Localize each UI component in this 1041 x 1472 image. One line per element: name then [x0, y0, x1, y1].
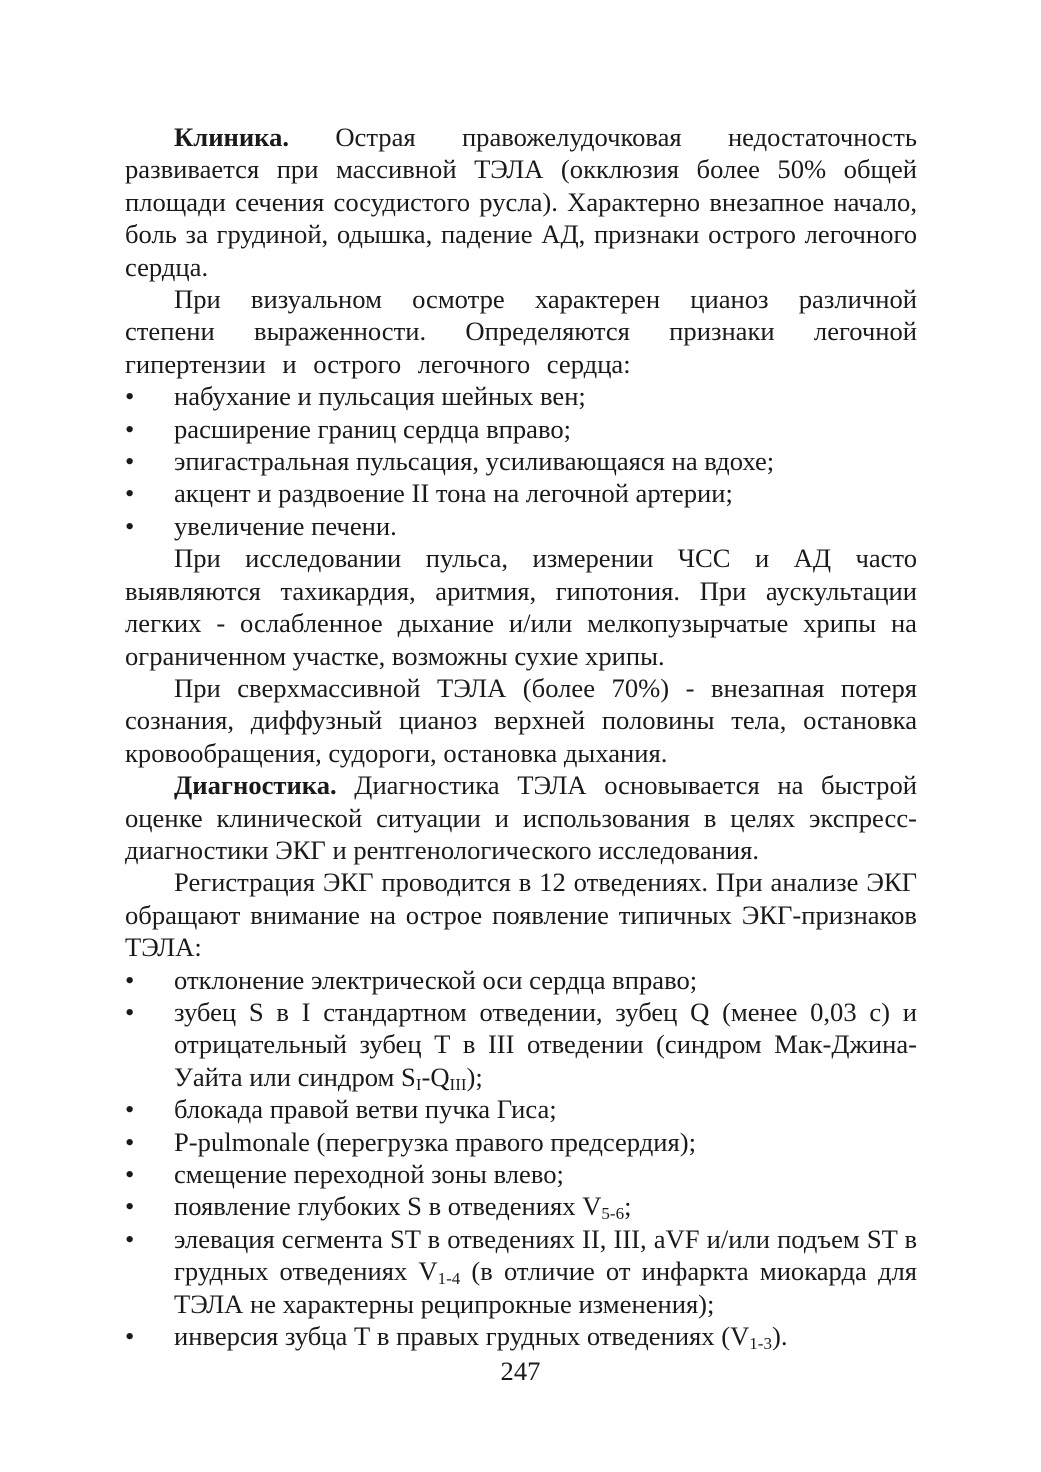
bullet-icon: •	[125, 381, 135, 412]
paragraph-supermassive: При сверхмассивной ТЭЛА (более 70%) - внезапная потеря сознания, диффузный цианоз верхней половины тела, остановка кровообращения, судороги, остановка дыхания.	[125, 672, 917, 768]
bullet-icon: •	[125, 1191, 135, 1222]
bullet-icon: •	[125, 1321, 135, 1352]
bullet-icon: •	[125, 510, 135, 541]
list-item: • появление глубоких S в отведениях $V_{5-6}$;	[125, 1191, 632, 1224]
bullet-icon: •	[125, 413, 135, 444]
list-item: • акцент и раздвоение II тона на легочной артерии;	[125, 478, 733, 509]
heading-diagnostics: Диагностика.	[174, 770, 337, 801]
bullet-list-ecg-signs	[125, 964, 917, 1353]
bullet-icon: •	[125, 996, 135, 1027]
page-number: 247	[500, 1356, 541, 1386]
paragraph-visual-exam: При визуальном осмотре характерен цианоз различной степени выраженности. Определяются признаки легочной гипертензии и острого легочного сердца:	[125, 284, 917, 379]
paragraph-clinic-text: Острая правожелудочковая недостаточность развивается при массивной ТЭЛА (окклюзия более 50% общей площади сечения сосудистого русла). Характерно внезапное начало, боль за грудиной, одышка, падение АД, признаки острого легочного сердца.	[125, 122, 917, 282]
list-item: • набухание и пульсация шейных вен;	[125, 381, 586, 412]
list-item: • инверсия зубца Т в правых грудных отведениях $(V_{1-3})$.	[125, 1321, 788, 1354]
list-item: • блокада правой ветви пучка Гиса;	[125, 1094, 557, 1125]
bullet-icon: •	[125, 1126, 135, 1157]
list-item: • элевация сегмента ST в отведениях II, III, aVF и/или подъем ST в грудных отведениях $V_{1-4}$ (в отличие от инфаркта миокарда для ТЭЛА не характерны реципрокные изменения);	[125, 1223, 917, 1319]
paragraph-pulse: При исследовании пульса, измерении ЧСС и АД часто выявляются тахикардия, аритмия, гипотония. При аускультации легких - ослабленное дыхание и/или мелкопузырчатые хрипы на ограниченном участке, возможны сухие хрипы.	[125, 543, 917, 671]
list-item: • увеличение печени.	[125, 510, 397, 541]
bullet-icon: •	[125, 446, 135, 477]
paragraph-ecg: Регистрация ЭКГ проводится в 12 отведениях. При анализе ЭКГ обращают внимание на острое появление типичных ЭКГ-признаков ТЭЛА:	[125, 867, 917, 963]
list-item: • зубец S в I стандартном отведении, зубец Q (менее 0,03 с) и отрицательный зубец Т в III отведении (синдром Мак-Джина-Уайта или синдром $S_I-Q_{III}$);	[125, 996, 917, 1094]
bullet-icon: •	[125, 1159, 135, 1189]
paragraph-diagnostics	[125, 769, 917, 866]
bullet-icon: •	[125, 1223, 135, 1254]
paragraph-diagnostics-text: Диагностика ТЭЛА основывается на быстрой оценке клинической ситуации и использования в целях экспресс-диагностики ЭКГ и рентгенологического исследования.	[125, 770, 917, 865]
bullet-icon: •	[125, 478, 135, 509]
list-item: • P-pulmonale (перегрузка правого предсердия);	[125, 1126, 696, 1157]
bullet-list-signs	[125, 380, 917, 542]
list-item: • отклонение электрической оси сердца вправо;	[125, 964, 698, 995]
list-item: • эпигастральная пульсация, усиливающаяся на вдохе;	[125, 446, 775, 477]
paragraph-clinic	[125, 121, 917, 283]
list-item: • смещение переходной зоны влево;	[125, 1159, 564, 1189]
bullet-icon: •	[125, 964, 135, 995]
heading-clinic: Клиника.	[174, 122, 290, 152]
list-item: • расширение границ сердца вправо;	[125, 413, 572, 444]
bullet-icon: •	[125, 1094, 135, 1125]
